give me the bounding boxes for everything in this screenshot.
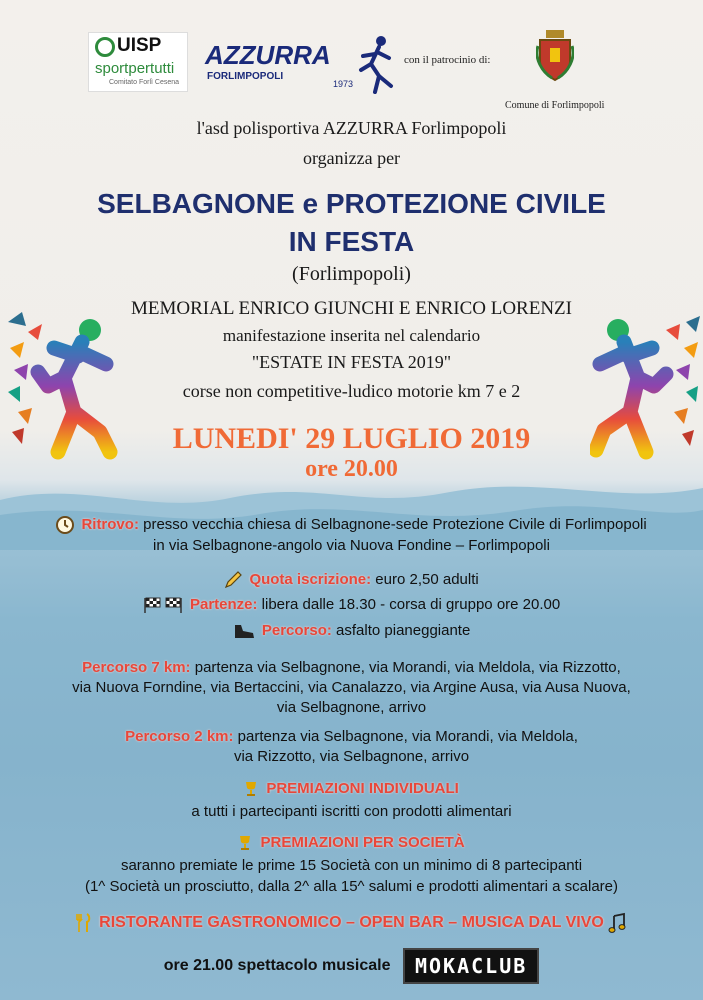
band-logo: MOKACLUB [403, 948, 539, 984]
memorial-line: MEMORIAL ENRICO GIUNCHI E ENRICO LORENZI [130, 298, 572, 319]
event-time: ore 20.00 [305, 456, 398, 482]
show-line [0, 948, 703, 984]
premiazioni-societa-text: saranno premiate le prime 15 Società con un minimo di 8 partecipanti [120, 857, 583, 874]
trophy-icon [238, 835, 252, 851]
partenza-line [0, 596, 703, 614]
event-title-2: IN FESTA [288, 226, 415, 257]
music-note-icon [608, 912, 626, 934]
runner-left-icon [8, 312, 118, 472]
premiazioni-societa-label: PREMIAZIONI PER SOCIETÀ [260, 834, 465, 851]
ritrovo-address: in via Selbagnone-angolo via Nuova Fondine – Forlimpopoli [153, 537, 550, 554]
percorso-text: asfalto pianeggiante [336, 622, 471, 639]
race-type: corse non competitive-ludico motorie km 7 e 2 [182, 381, 521, 401]
logo-bar [0, 24, 703, 114]
premiazioni-societa-text-2: (1^ Società un prosciutto, dalla 2^ alla 15^ salumi e prodotti alimentari a scalare) [84, 878, 619, 895]
percorso-7km-line-3: via Selbagnone, arrivo [276, 699, 427, 716]
percorso-2km-label: Percorso 2 km: [125, 728, 234, 745]
percorso-label: Percorso: [261, 622, 332, 639]
percorso-line [0, 622, 703, 639]
shoe-icon [233, 623, 255, 639]
uisp-logo [88, 32, 188, 92]
show-text: ore 21.00 spettacolo musicale [163, 957, 391, 975]
event-name: "ESTATE IN FESTA 2019" [251, 352, 452, 372]
azzurra-logo [205, 34, 395, 104]
comune-crest-icon [536, 28, 574, 82]
event-title: SELBAGNONE e PROTEZIONE CIVILE [97, 188, 606, 219]
ritrovo-label: Ritrovo: [81, 516, 139, 533]
percorso-7km-line-2: via Nuova Forndine, via Bertaccini, via Canalazzo, via Argine Ausa, via Ausa Nuova, [72, 679, 631, 696]
cutlery-icon [74, 913, 92, 933]
uisp-emblem-icon [95, 37, 115, 57]
calendar-line: manifestazione inserita nel calendario [222, 326, 481, 345]
event-city: (Forlimpopoli) [292, 263, 411, 285]
organizer-line: l'asd polisportiva AZZURRA Forlimpopoli [196, 118, 507, 138]
trophy-icon [244, 781, 258, 797]
runner-silhouette-icon [353, 34, 395, 96]
quota-line [0, 571, 703, 589]
percorso-2km-line-2: via Rizzotto, via Selbagnone, arrivo [233, 748, 470, 765]
azzurra-year: 1973 [333, 79, 354, 89]
percorso-2km-text: partenza via Selbagnone, via Morandi, via Meldola, [237, 728, 578, 745]
patronage-label: con il patrocinio di: [404, 54, 491, 66]
percorso-7km-label: Percorso 7 km: [82, 659, 191, 676]
uisp-name: UISP [117, 35, 162, 56]
percorso-7km-line [0, 659, 703, 676]
quota-label: Quota iscrizione: [249, 571, 372, 588]
premiazioni-individuali-heading [0, 780, 703, 797]
azzurra-city: FORLIMPOPOLI [207, 71, 284, 82]
organizer-line-2: organizza per [302, 148, 401, 168]
quota-text: euro 2,50 adulti [375, 571, 479, 588]
clock-icon [56, 516, 74, 534]
ritrovo-text: presso vecchia chiesa di Selbagnone-sede Protezione Civile di Forlimpopoli [143, 516, 647, 533]
partenza-text: libera dalle 18.30 - corsa di gruppo ore 20.00 [261, 596, 561, 613]
ristorante-label: RISTORANTE GASTRONOMICO – OPEN BAR – MUSICA DAL VIVO [99, 914, 604, 932]
premiazioni-individuali-label: PREMIAZIONI INDIVIDUALI [266, 780, 459, 797]
comune-label: Comune di Forlimpopoli [505, 100, 605, 111]
ritrovo-line [0, 516, 703, 534]
checkered-flag-icon [143, 596, 183, 614]
ristorante-line [0, 912, 703, 934]
azzurra-name: AZZURRA [205, 40, 331, 70]
percorso-2km-line [0, 728, 703, 745]
runner-right-icon [590, 312, 700, 472]
percorso-7km-text: partenza via Selbagnone, via Morandi, via Meldola, via Rizzotto, [194, 659, 621, 676]
pencil-icon [224, 571, 242, 589]
partenza-label: Partenze: [189, 596, 258, 613]
premiazioni-societa-heading [0, 834, 703, 851]
event-date: LUNEDI' 29 LUGLIO 2019 [172, 422, 531, 455]
premiazioni-individuali-text: a tutti i partecipanti iscritti con prodotti alimentari [191, 803, 512, 820]
uisp-tagline: sportpertutti [95, 60, 175, 77]
uisp-subtitle: Comitato Forlì Cesena [109, 79, 180, 86]
